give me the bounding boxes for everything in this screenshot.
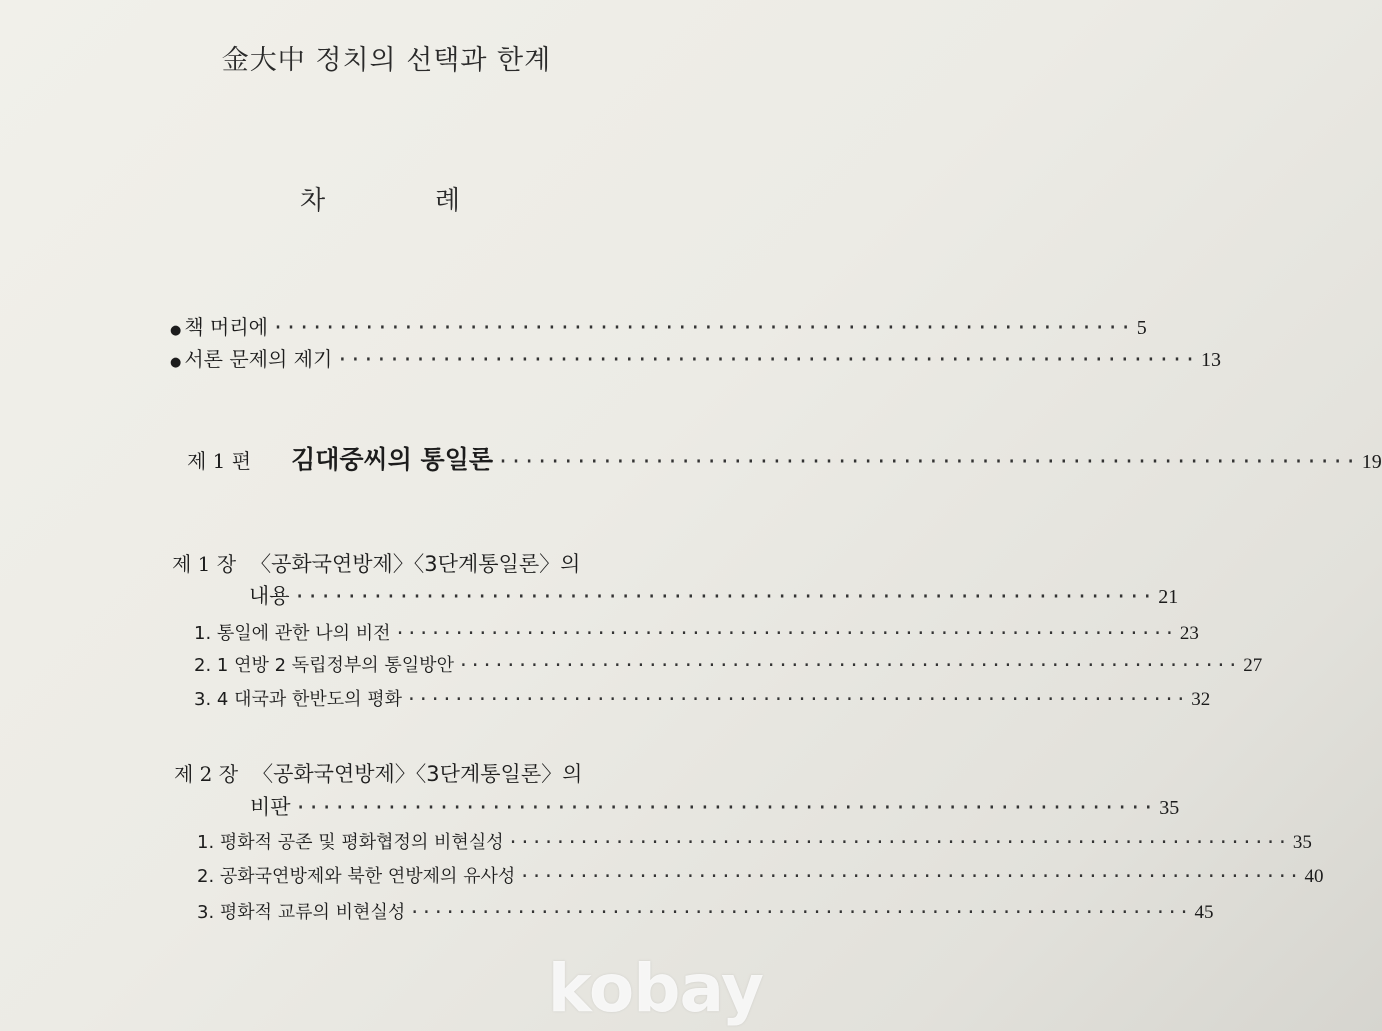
section-label: 3. 4 대국과 한반도의 평화 [194,689,403,710]
toc-chapter-2-title [174,758,582,788]
section-label: 2. 공화국연방제와 북한 연방제의 유사성 [197,866,516,887]
toc-section [197,828,1312,854]
leader-dots: ·································································· [394,623,1176,644]
section-label: 3. 평화적 교류의 비현실성 [197,902,406,923]
chapter-page: 35 [1159,797,1180,819]
leader-dots: ·································································· [519,866,1301,887]
section-label: 2. 1 연방 2 독립정부의 통일방안 [194,655,454,676]
bullet-icon: ● [170,323,182,338]
leader-dots: ·································································· [497,449,1358,473]
leader-dots: ·································································· [336,347,1198,371]
toc-heading-char-2: 례 [434,186,460,216]
book-title: 金大中 정치의 선택과 한계 [221,45,552,76]
section-page: 40 [1304,866,1324,887]
section-label: 1. 통일에 관한 나의 비전 [194,623,391,644]
leader-dots: ·································································· [271,315,1133,339]
leader-dots: ·································································· [409,902,1191,923]
leader-dots: ·································································· [457,655,1240,676]
toc-part-1 [187,440,1382,476]
toc-section [194,619,1199,645]
toc-section [194,685,1211,711]
toc-chapter-1-title [172,548,580,578]
toc-heading-char-1: 차 [300,186,326,216]
entry-label: 서론 문제의 제기 [184,347,333,371]
leader-dots: ·································································· [507,832,1289,853]
part-label: 제 1 편 [187,449,252,473]
chapter-label: 제 1 장 [172,552,237,576]
kobay-watermark: kobay [547,950,763,1027]
chapter-title: 〈공화국연방제〉〈3단계통일론〉의 [250,552,581,576]
section-page: 27 [1243,655,1263,676]
section-page: 45 [1194,902,1214,923]
entry-label: 책 머리에 [184,315,268,339]
toc-entry-preface [170,311,1147,340]
section-page: 32 [1191,689,1211,710]
entry-page: 13 [1201,349,1222,371]
toc-entry-introduction [170,343,1222,372]
toc-chapter-1-line2 [249,580,1179,610]
toc-heading [300,180,460,217]
bullet-icon: ● [170,355,182,370]
section-page: 23 [1179,623,1199,644]
chapter-page: 21 [1158,586,1179,608]
leader-dots: ·································································· [294,795,1156,819]
section-label: 1. 평화적 공존 및 평화협정의 비현실성 [197,832,504,853]
part-title: 김대중씨의 통일론 [291,445,493,474]
toc-section [194,651,1263,677]
section-page: 35 [1292,832,1312,853]
chapter-title-cont: 내용 [249,584,290,608]
part-page: 19 [1361,451,1382,473]
chapter-label: 제 2 장 [174,762,239,786]
toc-chapter-2-line2 [250,791,1180,821]
chapter-title-cont: 비판 [250,795,291,819]
toc-section [197,862,1324,888]
chapter-title: 〈공화국연방제〉〈3단계통일론〉의 [252,762,583,786]
leader-dots: ·································································· [406,689,1188,710]
leader-dots: ·································································· [293,584,1155,608]
toc-section [197,898,1214,924]
entry-page: 5 [1136,317,1147,339]
